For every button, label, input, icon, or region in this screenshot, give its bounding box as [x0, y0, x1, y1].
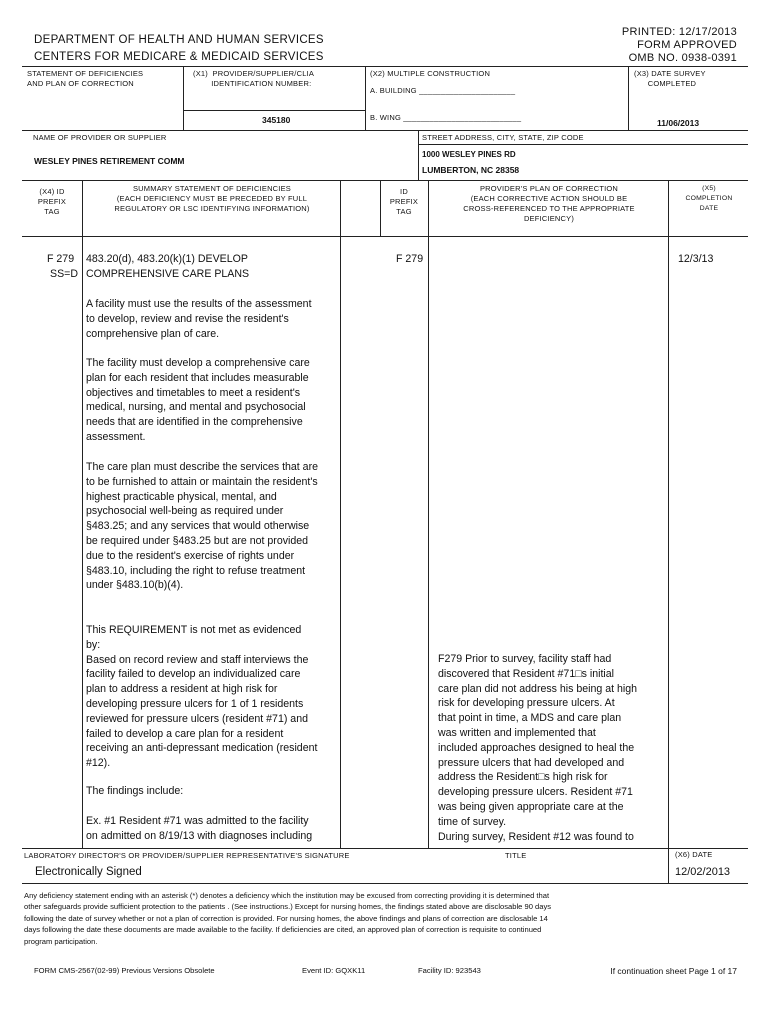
agency-title: CENTERS FOR MEDICARE & MEDICAID SERVICES: [34, 51, 324, 63]
facility-id: Facility ID: 923543: [418, 966, 481, 975]
scope-severity: SS=D: [50, 268, 78, 280]
survey-completed-date: 11/06/2013: [657, 118, 700, 128]
completion-date: 12/3/13: [678, 253, 714, 265]
paragraph: The care plan must describe the services that are to be furnished to attain or maintain the resident's highest practicable physical, mental, and psychosocial well-being as required under §483.25; and any services that would otherwise be required under §483.25 but are not provided due to the resident's exercise of rights under §483.10, including the right to refuse treatment under §483.10(b)(4).: [86, 461, 318, 592]
address-line1: 1000 WESLEY PINES RD: [422, 150, 516, 159]
title-label: TITLE: [505, 851, 527, 860]
address-line2: LUMBERTON, NC 28358: [422, 165, 520, 175]
divider: [418, 130, 419, 180]
provider-name: WESLEY PINES RETIREMENT COMM: [34, 156, 185, 166]
divider: [22, 236, 748, 237]
column-divider: [428, 180, 429, 848]
x4-header: (X4) ID PREFIX TAG: [37, 187, 67, 216]
plan-of-correction-text: F279 Prior to survey, facility staff had discovered that Resident #71□s initial care plan did not address his being at high risk for developing pressure ulcers. At that point in time, a MDS and care plan was written and implemented that included approaches designed to heal the pressure ulcers that had developed and address the Resident□s high risk for developing pressure ulcers. Resident #71 was being given appropriate care at the time of survey. During survey, Resident #12 was found to: [438, 653, 638, 843]
department-title: DEPARTMENT OF HEALTH AND HUMAN SERVICES: [34, 34, 324, 46]
divider: [22, 180, 748, 181]
divider: [22, 883, 748, 884]
x2-wing: B. WING ___________________________: [370, 113, 522, 122]
signature-label: LABORATORY DIRECTOR'S OR PROVIDER/SUPPLIER REPRESENTATIVE'S SIGNATURE: [24, 851, 350, 860]
plan-header: PROVIDER'S PLAN OF CORRECTION (EACH CORRECTIVE ACTION SHOULD BE CROSS-REFERENCED TO THE APPROPRIATE DEFICIENCY): [463, 184, 635, 223]
paragraph: The findings include:: [86, 785, 184, 797]
divider: [365, 66, 366, 130]
divider: [22, 130, 748, 131]
divider: [668, 848, 669, 883]
x2-label: (X2) MULTIPLE CONSTRUCTION: [370, 69, 491, 78]
id-header: ID PREFIX TAG: [389, 187, 419, 216]
provider-name-label: NAME OF PROVIDER OR SUPPLIER: [33, 133, 167, 142]
top-border: [22, 66, 748, 67]
x5-header: (X5) COMPLETION DATE: [685, 185, 733, 212]
form-approved: FORM APPROVED: [637, 39, 737, 51]
provider-id-value: 345180: [262, 115, 291, 125]
summary-header: SUMMARY STATEMENT OF DEFICIENCIES (EACH DEFICIENCY MUST BE PRECEDED BY FULL REGULATORY OR LSC IDENTIFYING INFORMATION): [114, 184, 310, 213]
x1-label: (X1) PROVIDER/SUPPLIER/CLIA IDENTIFICATION NUMBER:: [193, 69, 315, 88]
signature-value: Electronically Signed: [35, 866, 142, 878]
form-id: FORM CMS-2567(02-99) Previous Versions Obsolete: [34, 966, 215, 975]
divider: [22, 848, 748, 849]
paragraph: The facility must develop a comprehensive care plan for each resident that includes measurable objectives and timetables to meet a resident's medical, nursing, and mental and psychosocial needs that are identified in the comprehensive assessment.: [86, 357, 310, 443]
id-prefix-tag: F 279: [396, 253, 424, 265]
signature-date: 12/02/2013: [675, 866, 731, 878]
divider: [183, 110, 365, 111]
paragraph: This REQUIREMENT is not met as evidenced by: Based on record review and staff interviews the facility failed to develop an individualized care plan to address a resident at high risk for developing pressure ulcers for 1 of 1 residents reviewed for pressure ulcers (resident #71) and failed to develop a care plan for a resident receiving an anti-depressant medication (resident #12).: [86, 624, 318, 770]
column-divider: [82, 180, 83, 848]
footnote: Any deficiency statement ending with an asterisk (*) denotes a deficiency which the institution may be excused from correcting providing it is determined that other safeguards provide sufficient protection to the patients . (See instructions.) Except for nursing homes, the findings stated above are disclosable 90 days following the date of survey whether or not a plan of correction is provided. For nursing homes, the above findings and plans of correction are disclosable 14 days following the date these documents are made available to the facility. If deficiencies are cited, an approved plan of correction is requisite to continued program participation.: [24, 891, 552, 946]
column-divider: [340, 180, 341, 848]
x3-label: (X3) DATE SURVEY COMPLETED: [634, 69, 706, 88]
deficiency-title: 483.20(d), 483.20(k)(1) DEVELOP COMPREHENSIVE CARE PLANS: [86, 253, 250, 280]
signature-date-label: (X6) DATE: [675, 850, 713, 859]
deficiency-tag: F 279: [47, 253, 75, 265]
paragraph: Ex. #1 Resident #71 was admitted to the facility on admitted on 8/19/13 with diagnoses including: [86, 815, 313, 842]
statement-label: STATEMENT OF DEFICIENCIES AND PLAN OF CORRECTION: [27, 69, 144, 88]
address-label: STREET ADDRESS, CITY, STATE, ZIP CODE: [422, 133, 584, 142]
divider: [628, 66, 629, 130]
page-indicator: If continuation sheet Page 1 of 17: [610, 966, 737, 976]
printed-date: PRINTED: 12/17/2013: [621, 26, 737, 38]
omb-number: OMB NO. 0938-0391: [628, 52, 737, 64]
event-id: Event ID: GQXK11: [302, 966, 366, 975]
x2-building: A. BUILDING ______________________: [370, 86, 516, 95]
divider: [183, 66, 184, 130]
divider: [418, 144, 748, 145]
column-divider: [668, 180, 669, 848]
paragraph: A facility must use the results of the assessment to develop, review and revise the resident's comprehensive plan of care.: [86, 298, 312, 340]
